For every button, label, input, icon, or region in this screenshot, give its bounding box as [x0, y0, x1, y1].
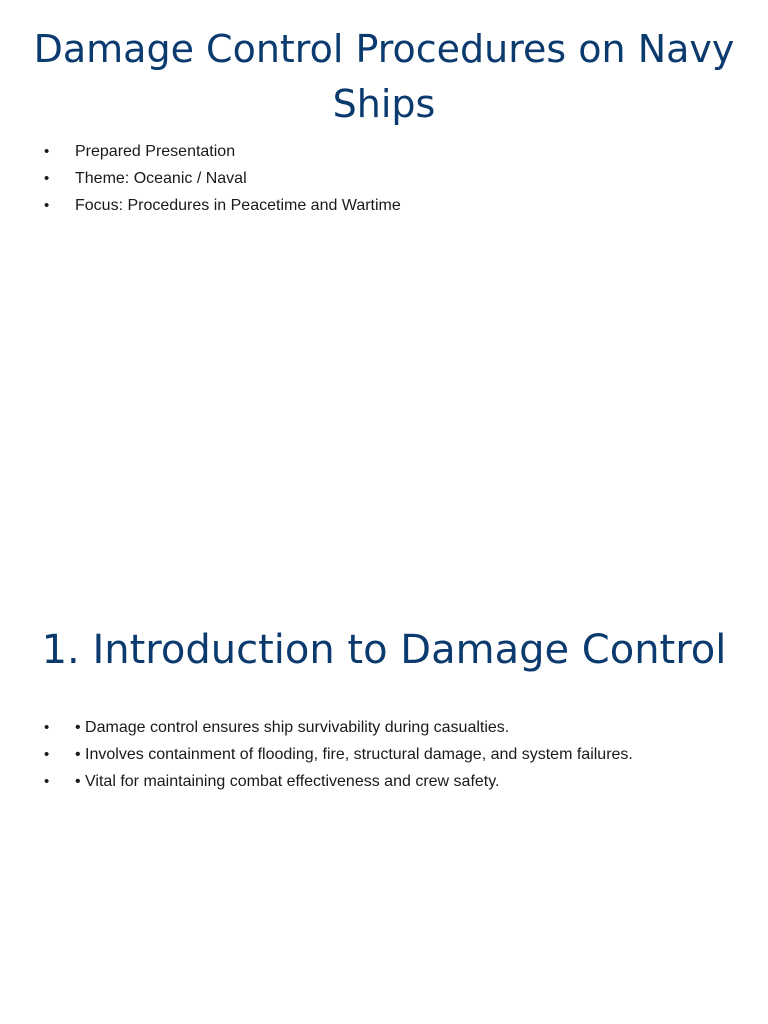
bullet-text: • Involves containment of flooding, fire, structural damage, and system failures.	[75, 746, 633, 763]
bullet-icon: •	[44, 746, 50, 763]
list-item	[44, 192, 744, 219]
bullet-text: Theme: Oceanic / Naval	[75, 170, 247, 187]
bullet-text: Prepared Presentation	[75, 143, 236, 160]
list-item	[44, 714, 744, 741]
bullet-icon: •	[44, 773, 50, 790]
slide-title: Damage Control Procedures on Navy Ships	[33, 27, 735, 126]
bullet-text: • Vital for maintaining combat effectiveness and crew safety.	[75, 773, 500, 790]
list-item	[44, 165, 744, 192]
bullet-text: • Damage control ensures ship survivability during casualties.	[75, 719, 510, 736]
bullet-icon: •	[44, 170, 50, 187]
bullet-icon: •	[44, 143, 50, 160]
bullet-list	[44, 714, 744, 795]
slide-introduction	[0, 512, 768, 1024]
list-item	[44, 138, 744, 165]
slide-title: 1. Introduction to Damage Control	[41, 627, 727, 673]
bullet-icon: •	[44, 719, 50, 736]
list-item	[44, 768, 744, 795]
list-item	[44, 741, 744, 768]
bullet-text: Focus: Procedures in Peacetime and Wartime	[75, 197, 401, 214]
bullet-list	[44, 138, 744, 219]
bullet-icon: •	[44, 197, 50, 214]
